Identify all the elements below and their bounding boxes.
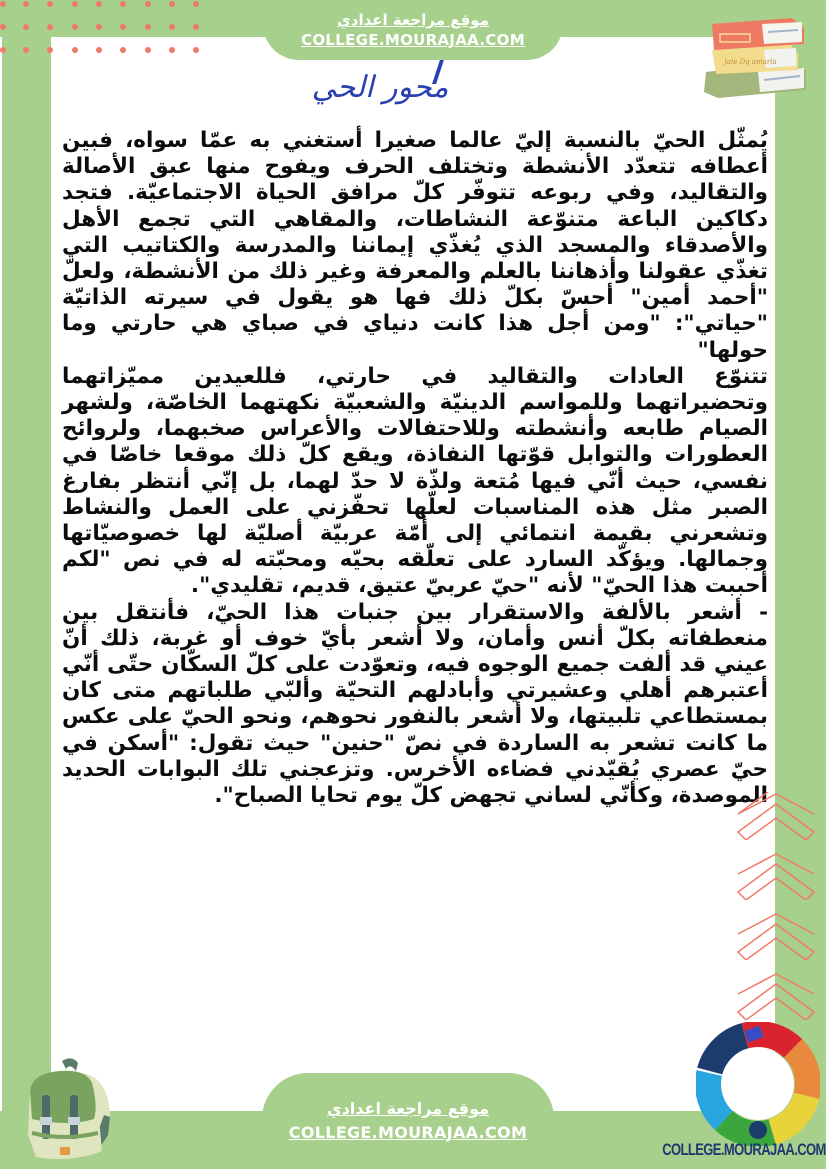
- chevron-up-icon: [736, 852, 816, 900]
- chevron-up-icon: [736, 912, 816, 960]
- subjects-wheel-icon: [696, 1022, 820, 1146]
- footer-banner[interactable]: [262, 1073, 554, 1169]
- paragraph-2: تتنوّع العادات والتقاليد في حارتي، فللعيدين مميّزاتهما وتحضيراتهما وللمواسم الدينيّة والشعبيّة نكهتهما الخاصّة، ولشهر الصيام طابعه وأنشطته وللاحتفالات والأعراس صخبهما، ولروائح العطورات والتوابل قوّتها النفاذة، ويقع كلّ ذلك موقعا خاصّا في نفسي، حيث أنّي فيها مُتعة ولذّة لا حدّ لهما، بل إنّي أنتظر بفارغ الصبر مثل هذه المناسبات لعلّها تحفّزني على العمل والنشاط وتشعرني بقيمة انتمائي إلى أمّة عربيّة أصليّة لها خصوصيّاتها وجمالها. ويؤكّد السارد على تعلّقه بحيّه ومحبّته له في نص "لكم أحببت هذا الحيّ" لأنه "حيّ عربيّ عتيق، قديم، تقليدي".: [62, 363, 768, 599]
- header-site-name[interactable]: موقع مراجعة اعدادي: [337, 11, 489, 29]
- header-site-url[interactable]: COLLEGE.MOURAJAA.COM: [301, 31, 525, 49]
- document-body: [62, 128, 768, 809]
- footer-site-name[interactable]: موقع مراجعة اعدادي: [326, 1099, 490, 1118]
- header-banner[interactable]: [263, 0, 563, 60]
- paragraph-3: - أشعر بالألفة والاستقرار بين جنبات هذا الحيّ، فأنتقل بين منعطفاته بكلّ أنس وأمان، ولا أشعر بأيّ خوف أو غربة، ذلك أنّ عيني قد ألفت جميع الوجوه فيه، وتعوّدت على كلّ السكّان حتّى أنّي أعتبرهم أهلي وعشيرتي وأبادلهم التحيّة وألبّي طلباتهم متى كان بمستطاعي تلبيتها، ولا أشعر بالنفور نحوهم، ونحو الحيّ على عكس ما كانت تشعر به الساردة في نصّ "حنين" حيث تقول: "أسكن في حيّ عصري يُقيّدني فضاءه الأخرس. وتزعجني تلك البوابات الحديد الموصدة، وكأنّي لساني تجهض كلّ يوم تحايا الصباح".: [62, 599, 768, 809]
- document-title: محور الحي: [311, 70, 449, 105]
- chevron-decoration: [736, 792, 826, 1032]
- stacked-books-icon: [698, 10, 822, 100]
- logo-site-url[interactable]: COLLEGE.MOURAJAA.COM: [662, 1140, 826, 1159]
- page-left-edge: [0, 37, 2, 1111]
- chevron-up-icon: [736, 792, 816, 840]
- chevron-up-icon: [736, 972, 816, 1020]
- dot-pattern: [0, 0, 200, 60]
- svg-text:Jale Dq amarla: Jale Dq amarla: [724, 58, 777, 66]
- paragraph-1: يُمثّل الحيّ بالنسبة إليّ عالما صغيرا أستغني به عمّا سواه، فبين أعطافه تتعدّد الأنشطة وتختلف الحرف ويفوح منها عبق الأصالة والتقاليد، وفي ربوعه تتوفّر كلّ مرافق الحياة الاجتماعيّة. فتجد دكاكين الباعة متنوّعة النشاطات، والمقاهي التي تجمع الأهل والأصدقاء والمسجد الذي يُغذّي إيماننا والمدرسة والكتاتيب التي تغذّي عقولنا وأذهاننا بالعلم والمعرفة وغير ذلك من الأنشطة، ولعلّ "أحمد أمين" أحسّ بكلّ ذلك فها هو يقول في سيرته الذاتيّة "حياتي": "ومن أجل هذا كانت دنياي في صباي هي حارتي وما حولها": [62, 128, 768, 363]
- backpack-icon: [12, 1055, 112, 1165]
- footer-site-url[interactable]: COLLEGE.MOURAJAA.COM: [288, 1123, 528, 1142]
